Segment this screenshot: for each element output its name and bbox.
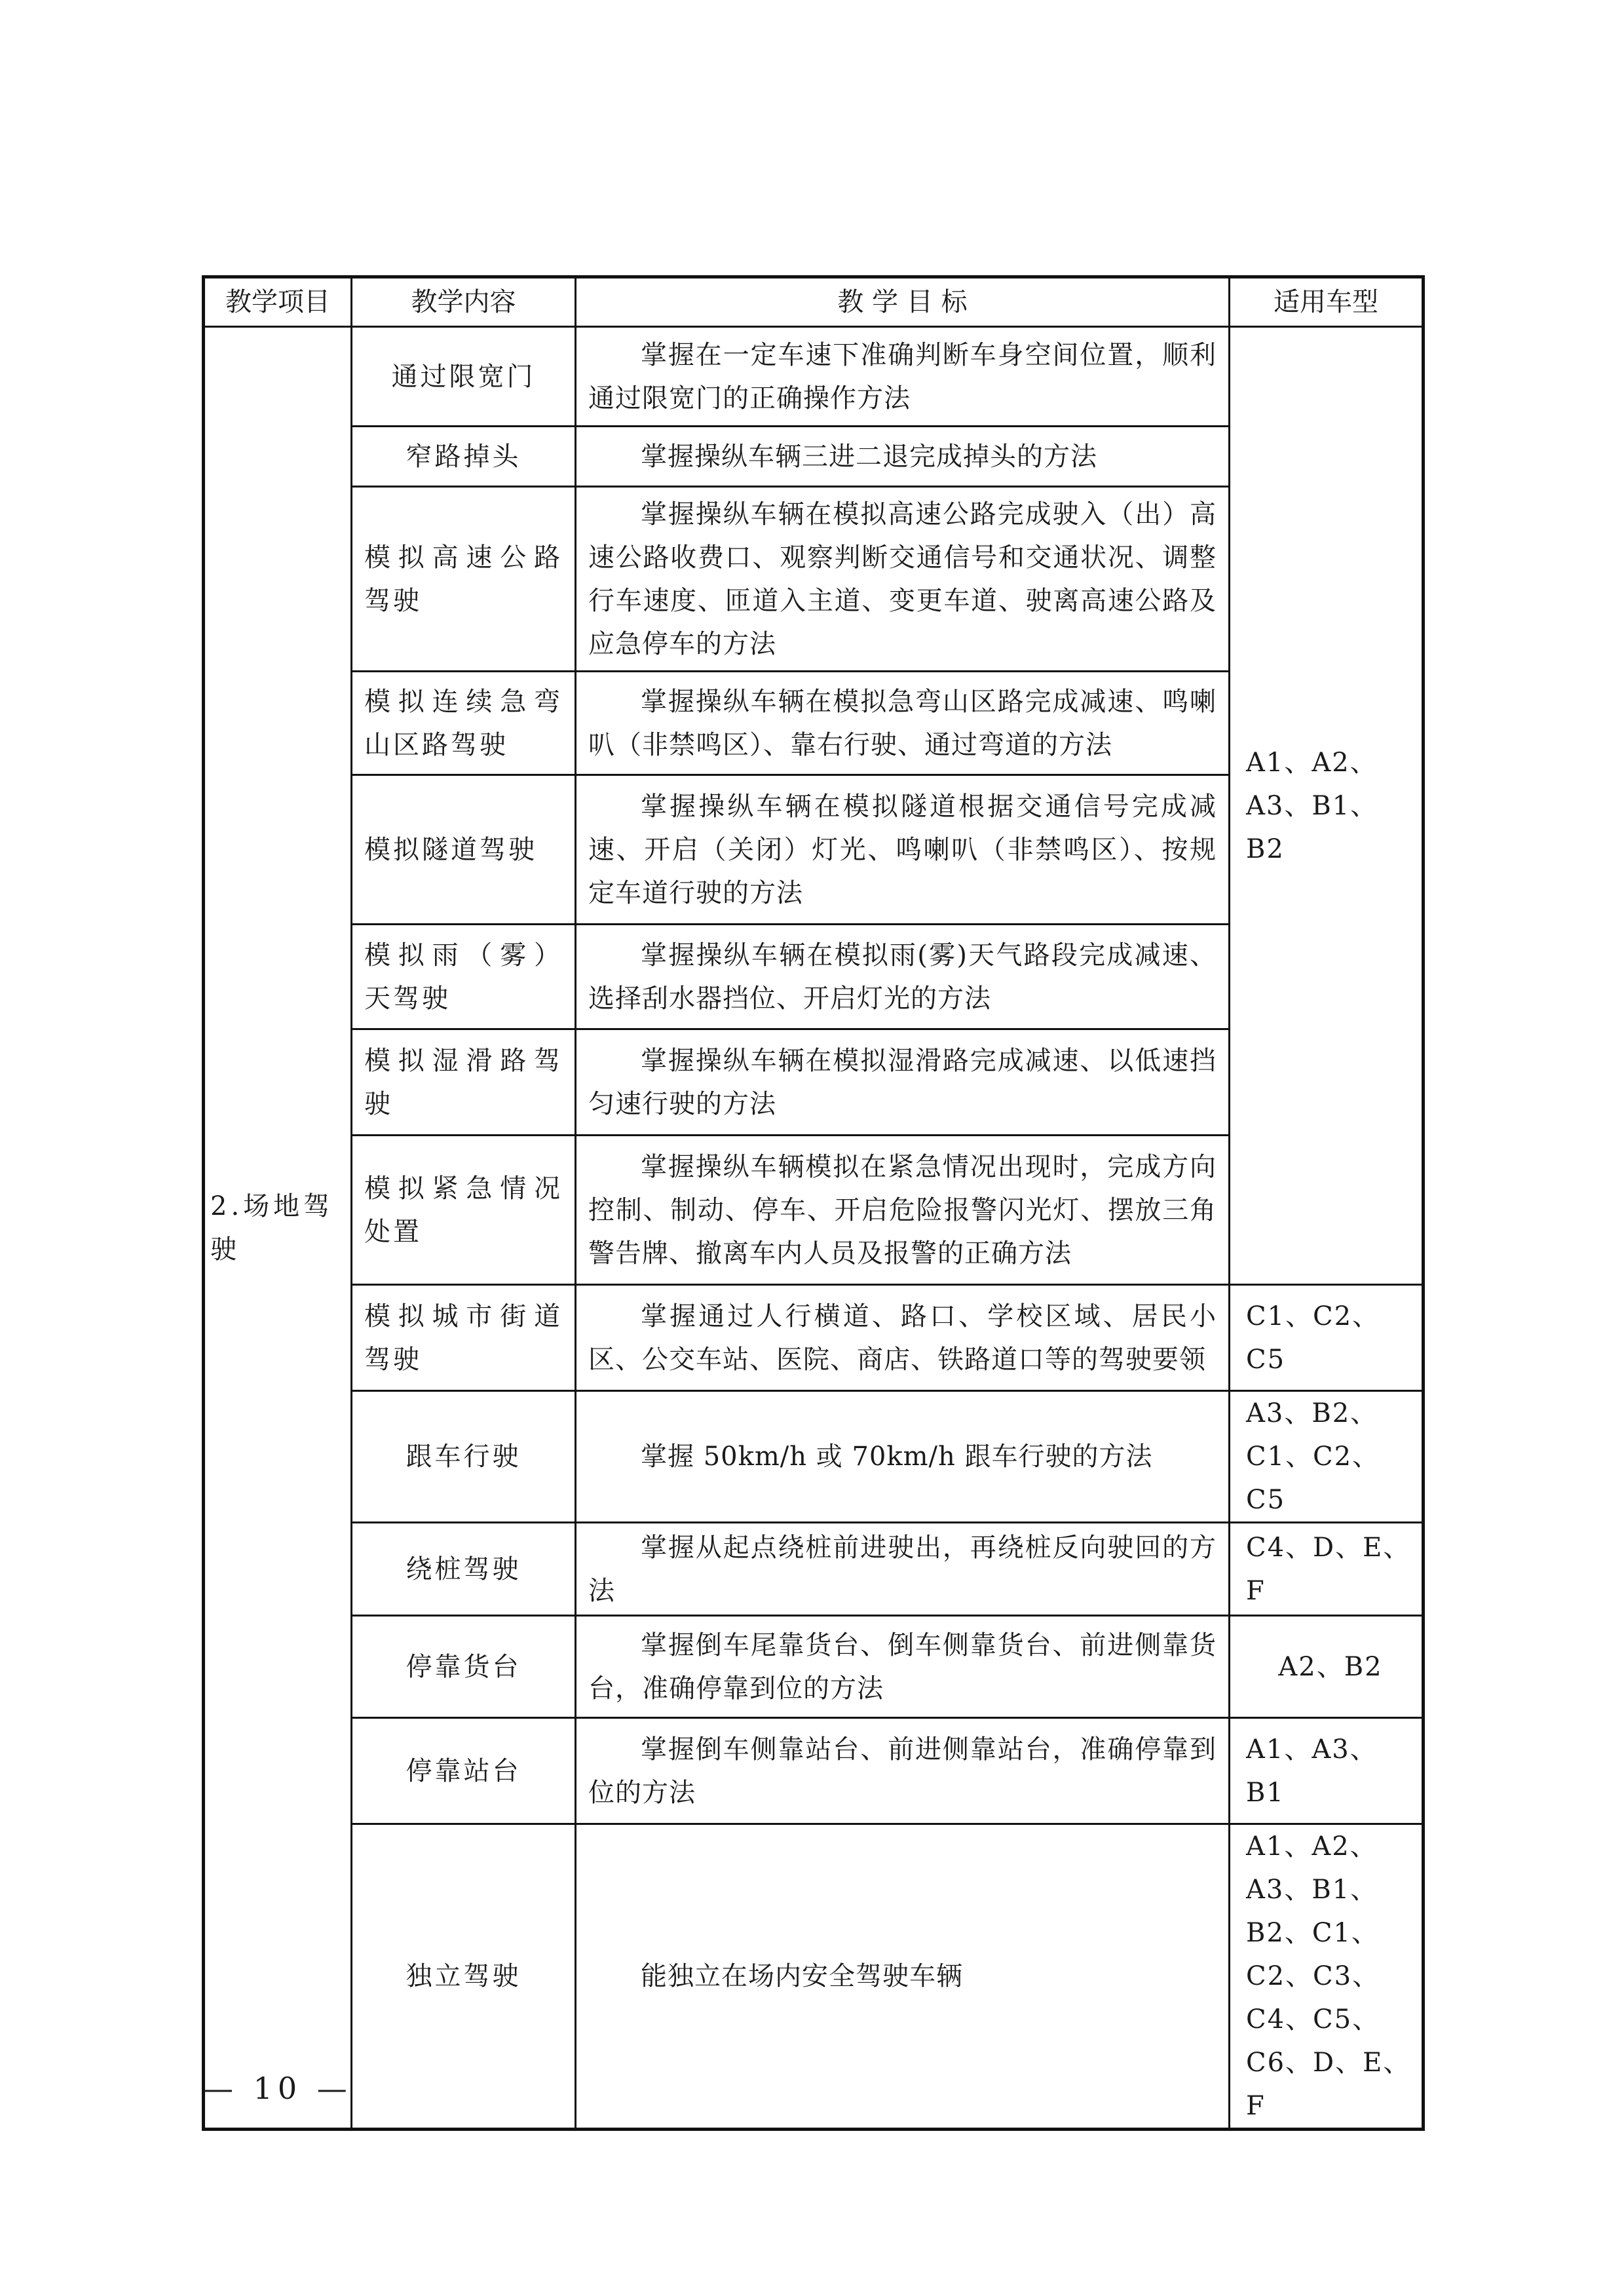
table-header-row — [204, 277, 1424, 327]
row-goal: 掌握 50km/h 或 70km/h 跟车行驶的方法 — [576, 1391, 1230, 1523]
row-goal: 掌握操纵车辆在模拟急弯山区路完成减速、鸣喇叭（非禁鸣区）、靠右行驶、通过弯道的方法 — [576, 672, 1230, 775]
row-content: 模拟隧道驾驶 — [352, 775, 576, 925]
row-content: 停靠站台 — [352, 1718, 576, 1824]
table-row — [204, 1616, 1424, 1718]
row-content: 模拟城市街道驾驶 — [352, 1285, 576, 1391]
row-content: 模拟高速公路驾驶 — [352, 487, 576, 672]
row-goal: 掌握倒车尾靠货台、倒车侧靠货台、前进侧靠货台，准确停靠到位的方法 — [576, 1616, 1230, 1718]
header-goal: 教 学 目 标 — [576, 277, 1230, 327]
header-content: 教学内容 — [352, 277, 576, 327]
merged-vehicle-cell: A1、A2、A3、B1、B2 — [1230, 327, 1424, 1285]
table-row — [204, 327, 1424, 427]
row-goal: 掌握操纵车辆在模拟隧道根据交通信号完成减速、开启（关闭）灯光、鸣喇叭（非禁鸣区）、按规定车道行驶的方法 — [576, 775, 1230, 925]
row-vehicle: A1、A3、B1 — [1230, 1718, 1424, 1824]
row-goal: 掌握在一定车速下准确判断车身空间位置，顺利通过限宽门的正确操作方法 — [576, 327, 1230, 427]
table-row — [204, 1824, 1424, 2130]
header-vehicle: 适用车型 — [1230, 277, 1424, 327]
table-row — [204, 1718, 1424, 1824]
table-row — [204, 1523, 1424, 1616]
header-item: 教学项目 — [204, 277, 352, 327]
row-goal: 掌握操纵车辆三进二退完成掉头的方法 — [576, 427, 1230, 487]
row-content: 模拟连续急弯山区路驾驶 — [352, 672, 576, 775]
row-vehicle: A1、A2、A3、B1、B2、C1、C2、C3、C4、C5、C6、D、E、F — [1230, 1824, 1424, 2130]
row-goal: 掌握操纵车辆在模拟湿滑路完成减速、以低速挡匀速行驶的方法 — [576, 1029, 1230, 1136]
row-content: 模拟湿滑路驾驶 — [352, 1029, 576, 1136]
row-goal: 能独立在场内安全驾驶车辆 — [576, 1824, 1230, 2130]
row-vehicle: A2、B2 — [1230, 1616, 1424, 1718]
table-row — [204, 1285, 1424, 1391]
row-content: 独立驾驶 — [352, 1824, 576, 2130]
row-goal: 掌握操纵车辆在模拟雨(雾)天气路段完成减速、选择刮水器挡位、开启灯光的方法 — [576, 925, 1230, 1029]
row-vehicle: A3、B2、C1、C2、C5 — [1230, 1391, 1424, 1523]
row-content: 模拟雨（雾）天驾驶 — [352, 925, 576, 1029]
row-goal: 掌握倒车侧靠站台、前进侧靠站台，准确停靠到位的方法 — [576, 1718, 1230, 1824]
table-row — [204, 1391, 1424, 1523]
row-vehicle: C4、D、E、F — [1230, 1523, 1424, 1616]
row-goal: 掌握操纵车辆模拟在紧急情况出现时，完成方向控制、制动、停车、开启危险报警闪光灯、摆放三角警告牌、撤离车内人员及报警的正确方法 — [576, 1136, 1230, 1285]
section-label: 2.场地驾驶 — [204, 327, 352, 2130]
row-vehicle: C1、C2、C5 — [1230, 1285, 1424, 1391]
row-content: 停靠货台 — [352, 1616, 576, 1718]
row-goal: 掌握通过人行横道、路口、学校区域、居民小区、公交车站、医院、商店、铁路道口等的驾驶要领 — [576, 1285, 1230, 1391]
page-number: — 10 — — [203, 2071, 352, 2106]
row-content: 通过限宽门 — [352, 327, 576, 427]
row-goal: 掌握从起点绕桩前进驶出，再绕桩反向驶回的方法 — [576, 1523, 1230, 1616]
teaching-table — [202, 275, 1425, 2131]
row-content: 跟车行驶 — [352, 1391, 576, 1523]
row-content: 绕桩驾驶 — [352, 1523, 576, 1616]
row-content: 窄路掉头 — [352, 427, 576, 487]
row-goal: 掌握操纵车辆在模拟高速公路完成驶入（出）高速公路收费口、观察判断交通信号和交通状况、调整行车速度、匝道入主道、变更车道、驶离高速公路及应急停车的方法 — [576, 487, 1230, 672]
row-content: 模拟紧急情况处置 — [352, 1136, 576, 1285]
